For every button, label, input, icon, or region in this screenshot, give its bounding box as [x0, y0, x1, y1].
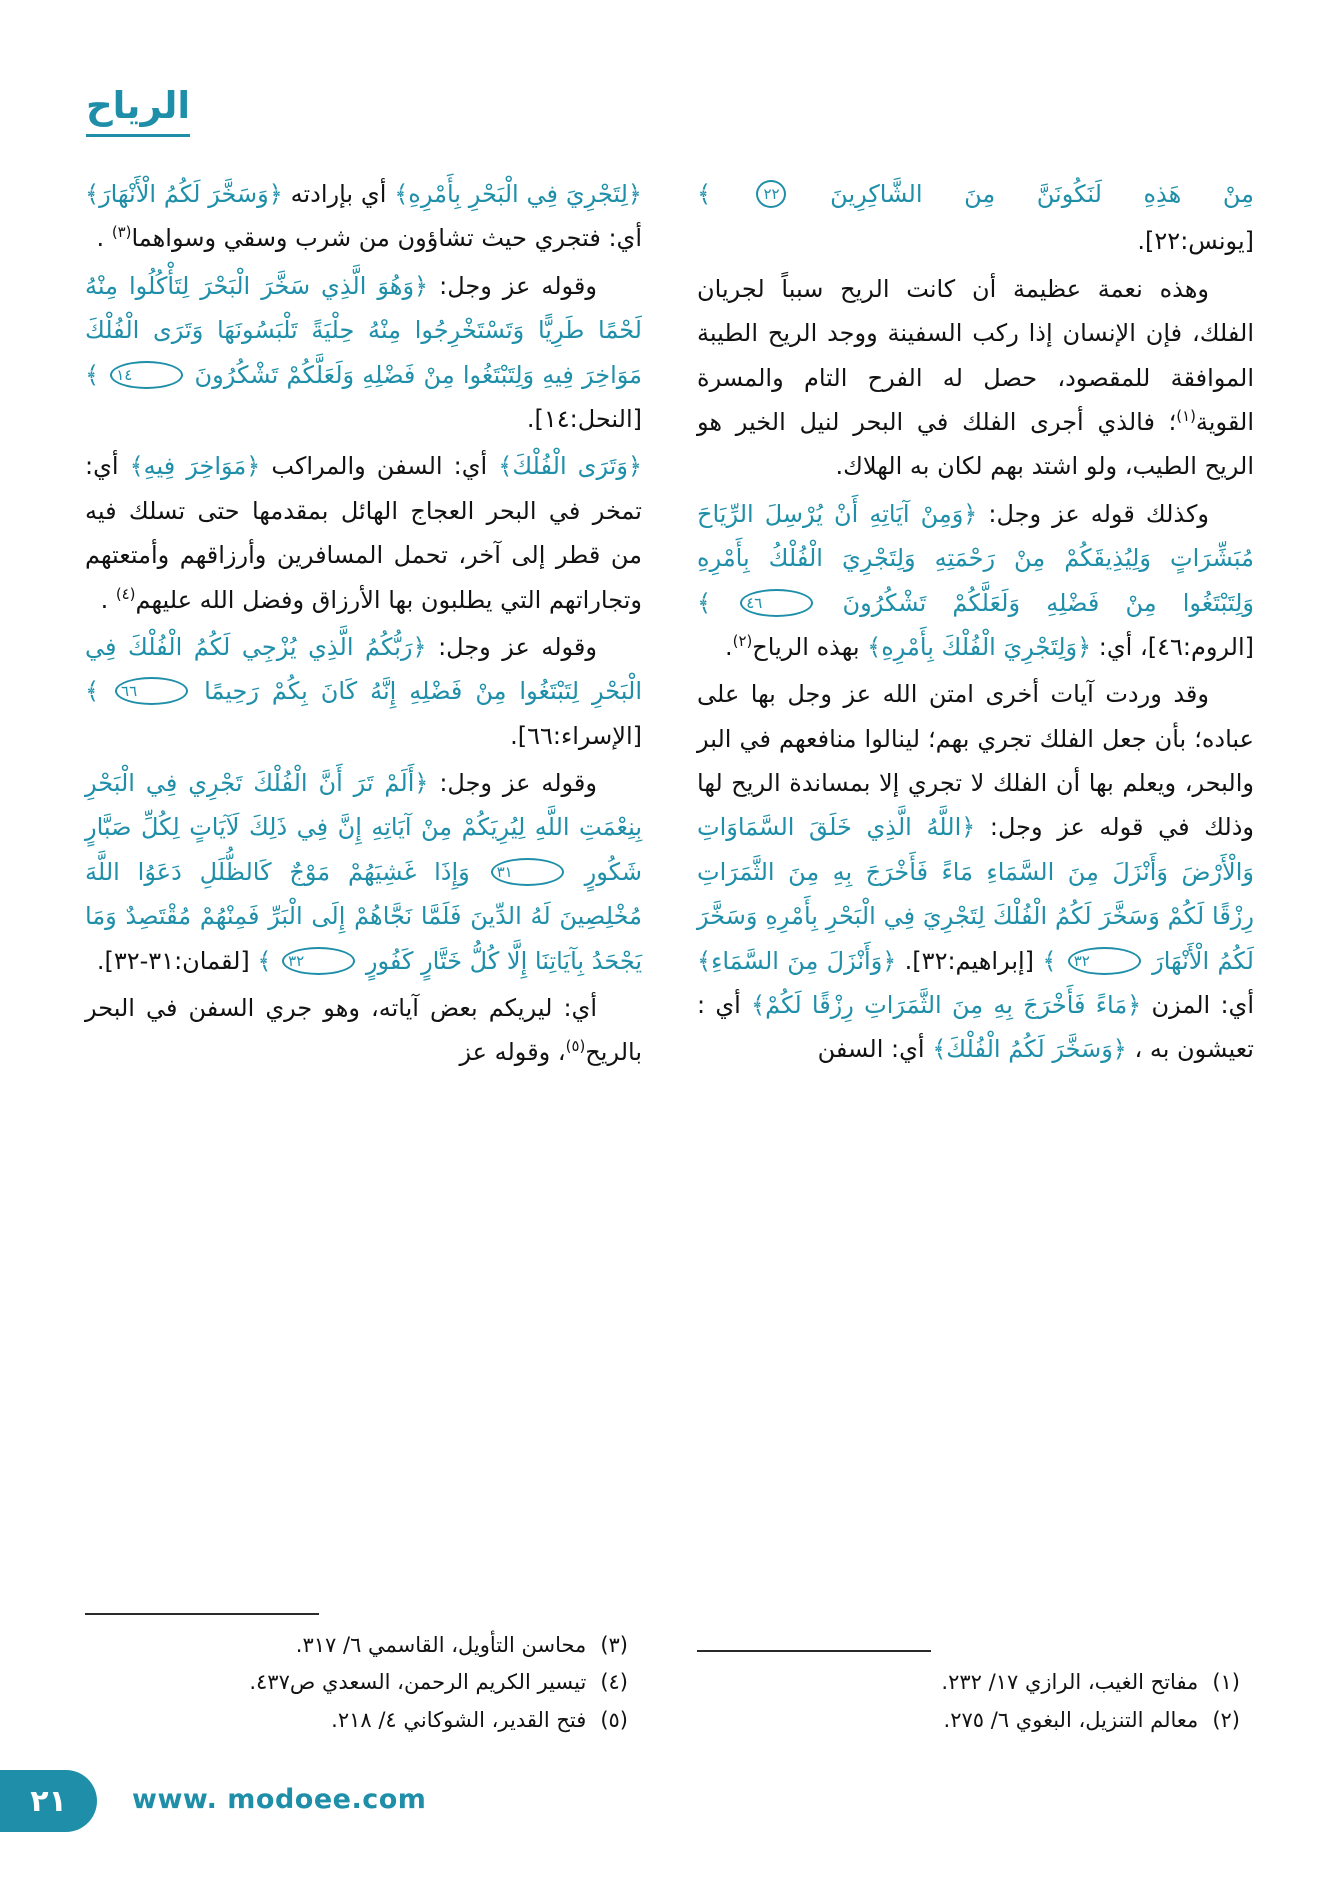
- quran-verse: ﴿وَلِتَجْرِيَ الْفُلْكَ بِأَمْرِهِ﴾: [867, 632, 1092, 661]
- quran-verse: ﴾: [1042, 946, 1065, 975]
- body-text-left: [85, 172, 642, 1078]
- paragraph: [85, 986, 642, 1075]
- body-text: وقوله عز وجل:: [428, 271, 597, 300]
- ayah-number: ٢٢: [756, 180, 786, 208]
- quran-verse: ﴿مَوَاخِرَ فِيهِ﴾: [129, 452, 261, 481]
- quran-verse: ﴿وَمِنْ آيَاتِهِ أَنْ يُرْسِلَ الرِّيَاحَ مُبَشِّرَاتٍ وَلِيُذِيقَكُمْ مِنْ رَحْمَتِهِ وَلِتَجْرِيَ الْفُلْكُ بِأَمْرِهِ وَلِتَبْتَغُوا مِنْ فَضْلِهِ وَلَعَلَّكُمْ تَشْكُرُونَ: [697, 499, 1255, 617]
- footnote-marker: (٣): [111, 223, 132, 242]
- page-number: ٢١: [30, 1783, 67, 1819]
- verse-reference: [الروم:٤٦]،: [1132, 632, 1254, 661]
- body-text: وقوله عز وجل:: [426, 632, 597, 661]
- quran-verse: ﴿وَأَنْزَلَ مِنَ السَّمَاءِ﴾: [697, 946, 897, 975]
- ayah-number: ٦٦: [115, 677, 188, 705]
- verse-reference: [إبراهيم:٣٢].: [896, 946, 1043, 975]
- body-text: أي: فتجري حيث تشاؤون من شرب وسقي وسواهما: [131, 224, 642, 253]
- ayah-number: ٣٢: [1068, 947, 1141, 975]
- ayah-number: ٣٢: [282, 947, 355, 975]
- body-text: أي بإرادته: [282, 180, 395, 208]
- verse-reference: [يونس:٢٢].: [1137, 227, 1254, 256]
- paragraph: [697, 267, 1254, 489]
- quran-verse: ﴿وَسَخَّرَ لَكُمُ الْأَنْهَارَ﴾: [85, 180, 283, 208]
- quran-verse: ﴾: [85, 677, 113, 706]
- paragraph: [697, 219, 1254, 263]
- quran-verse: ﴿أَلَمْ تَرَ أَنَّ الْفُلْكَ تَجْرِي فِي الْبَحْرِ بِنِعْمَتِ اللَّهِ لِيُرِيَكُمْ مِنْ آيَاتِهِ إِنَّ فِي ذَلِكَ لَآيَاتٍ لِكُلِّ صَبَّارٍ شَكُورٍ: [85, 769, 642, 886]
- quran-verse: ﴾: [697, 180, 753, 208]
- footnote-text: محاسن التأويل، القاسمي ٦/ ٣١٧.: [295, 1632, 587, 1657]
- quran-verse: ﴿مَاءً فَأَخْرَجَ بِهِ مِنَ الثَّمَرَاتِ رِزْقًا لَكُمْ﴾: [751, 991, 1142, 1020]
- ayah-number: ٤٦: [740, 589, 813, 617]
- body-text: بهذه الرياح: [752, 632, 868, 661]
- footnote-number: (٥): [600, 1708, 628, 1733]
- footnote: [697, 1702, 1254, 1740]
- footnotes-right: [697, 1634, 1254, 1740]
- body-text: وكذلك قوله عز وجل:: [977, 499, 1209, 528]
- paragraph: [85, 172, 642, 261]
- body-text: أي: تمخر في البحر العجاج الهائل بمقدمها حتى تسلك فيه من قطر إلى آخر، تحمل المسافرين وأرزاقهم وأمتعتهم وتجاراتهم التي يطلبون بها الأرزاق وفضل الله عليهم: [85, 452, 642, 614]
- column-right: [697, 172, 1254, 1740]
- ayah-number: ٣١: [491, 858, 564, 886]
- footnote-text: مفاتح الغيب، الرازي ١٧/ ٢٣٢.: [941, 1670, 1199, 1695]
- paragraph: [697, 672, 1254, 1072]
- body-text: وهذه نعمة عظيمة أن كانت الريح سبباً لجريان الفلك، فإن الإنسان إذا ركب السفينة ووجد الريح الطيبة الموافقة للمقصود، حصل له الفرح التام والمسرة القوية: [697, 274, 1254, 436]
- body-text: وقوله عز وجل:: [428, 769, 597, 798]
- footnote-number: (١): [1212, 1670, 1240, 1695]
- footnote-number: (٣): [600, 1632, 628, 1657]
- footnote-marker: (٤): [115, 584, 136, 603]
- body-text: أي : تعيشون به ،: [697, 991, 1254, 1064]
- website-link[interactable]: www. modoee.com: [132, 1784, 427, 1815]
- quran-verse: ﴾: [697, 588, 738, 617]
- footnote-marker: (١): [1176, 406, 1196, 425]
- body-text: .: [725, 632, 733, 661]
- quran-verse: ﴿اللَّهُ الَّذِي خَلَقَ السَّمَاوَاتِ وَالْأَرْضَ وَأَنْزَلَ مِنَ السَّمَاءِ مَاءً فَأَخْرَجَ بِهِ مِنَ الثَّمَرَاتِ رِزْقًا لَكُمْ وَسَخَّرَ لَكُمُ الْفُلْكَ لِتَجْرِيَ فِي الْبَحْرِ بِأَمْرِهِ وَسَخَّرَ لَكُمُ الْأَنْهَارَ: [697, 813, 1254, 975]
- quran-verse: ﴿رَبُّكُمُ الَّذِي يُزْجِي لَكُمُ الْفُلْكَ فِي الْبَحْرِ لِتَبْتَغُوا مِنْ فَضْلِهِ إِنَّهُ كَانَ بِكُمْ رَحِيمًا: [85, 632, 643, 706]
- body-text: وقد وردت آيات أخرى امتن الله عز وجل بها على عباده؛ بأن جعل الفلك تجري بهم؛ لينالوا منافعهم في البر والبحر، ويعلم بها أن الفلك لا تجري إلا بمساندة الريح لها وذلك في قوله عز وجل:: [697, 680, 1254, 842]
- footnote-list-right: [697, 1664, 1254, 1740]
- body-text: أي: المزن: [1141, 991, 1255, 1020]
- footnotes-left: [85, 1597, 642, 1740]
- body-text: أي:: [1091, 632, 1133, 661]
- footnote-marker: (٥): [565, 1037, 586, 1056]
- paragraph: [85, 264, 642, 442]
- quran-verse: ﴾: [85, 360, 108, 389]
- body-text: أي: ليريكم بعض آياته، وهو جري السفن في البحر بالريح: [85, 994, 642, 1067]
- body-text: .: [96, 224, 112, 253]
- quran-verse: ﴿وَهُوَ الَّذِي سَخَّرَ الْبَحْرَ لِتَأْكُلُوا مِنْهُ لَحْمًا طَرِيًّا وَتَسْتَخْرِجُوا مِنْهُ حِلْيَةً تَلْبَسُونَهَا وَتَرَى الْفُلْكَ مَوَاخِرَ فِيهِ وَلِتَبْتَغُوا مِنْ فَضْلِهِ وَلَعَلَّكُمْ تَشْكُرُونَ: [85, 271, 642, 389]
- footnote-text: معالم التنزيل، البغوي ٦/ ٢٧٥.: [943, 1708, 1199, 1733]
- paragraph: [85, 761, 642, 983]
- footnote: [85, 1702, 642, 1740]
- verse-reference: [لقمان:٣١-٣٢].: [96, 946, 258, 975]
- body-text: .: [100, 585, 116, 614]
- footnote-text: فتح القدير، الشوكاني ٤/ ٢١٨.: [331, 1708, 587, 1733]
- footnote-number: (٤): [600, 1670, 628, 1695]
- body-text: ؛ فالذي أجرى الفلك في البحر لنيل الخير هو الريح الطيب، ولو اشتد بهم لكان به الهلاك.: [697, 407, 1254, 481]
- footnote-list-left: [85, 1627, 642, 1740]
- footnote-number: (٢): [1212, 1708, 1240, 1733]
- column-left: [85, 172, 642, 1740]
- ayah-number: ١٤: [110, 361, 183, 389]
- body-text-right: [697, 172, 1254, 1075]
- footnote-separator: [85, 1613, 319, 1615]
- quran-verse: مِنْ هَذِهِ لَنَكُونَنَّ مِنَ الشَّاكِرِينَ: [788, 180, 1254, 208]
- verse-reference: [النحل:١٤].: [526, 404, 642, 433]
- footnote: [85, 1664, 642, 1702]
- footnote-text: تيسير الكريم الرحمن، السعدي ص٤٣٧.: [249, 1670, 587, 1695]
- paragraph: [85, 625, 642, 758]
- footnote-marker: (٢): [732, 631, 753, 650]
- body-text: أي: السفن: [817, 1035, 933, 1064]
- footnote: [85, 1627, 642, 1665]
- quran-verse: ﴿وَسَخَّرَ لَكُمُ الْفُلْكَ﴾: [932, 1035, 1127, 1064]
- paragraph: [85, 444, 642, 622]
- quran-verse: وَإِذَا غَشِيَهُمْ مَوْجٌ كَالظُّلَلِ دَعَوُا اللَّهَ مُخْلِصِينَ لَهُ الدِّينَ فَلَمَّا نَجَّاهُمْ إِلَى الْبَرِّ فَمِنْهُمْ مُقْتَصِدٌ وَمَا يَجْحَدُ بِآيَاتِنَا إِلَّا كُلُّ خَتَّارٍ كَفُورٍ: [85, 857, 642, 975]
- quran-verse: ﴾: [257, 946, 280, 975]
- verse-reference: [الإسراء:٦٦].: [510, 721, 642, 750]
- body-text: ، وقوله عز: [459, 1038, 566, 1067]
- paragraph: [697, 492, 1254, 670]
- quran-verse: ﴿وَتَرَى الْفُلْكَ﴾: [498, 452, 643, 481]
- page-number-tab: [0, 1770, 97, 1832]
- paragraph: [697, 172, 1254, 216]
- page-title: الرياح: [86, 86, 190, 137]
- footnote: [697, 1664, 1254, 1702]
- body-text: أي: السفن والمراكب: [260, 452, 499, 481]
- footnote-separator: [697, 1650, 931, 1652]
- page-content: [85, 172, 1254, 1740]
- quran-verse: ﴿لِتَجْرِيَ فِي الْبَحْرِ بِأَمْرِهِ﴾: [394, 180, 642, 208]
